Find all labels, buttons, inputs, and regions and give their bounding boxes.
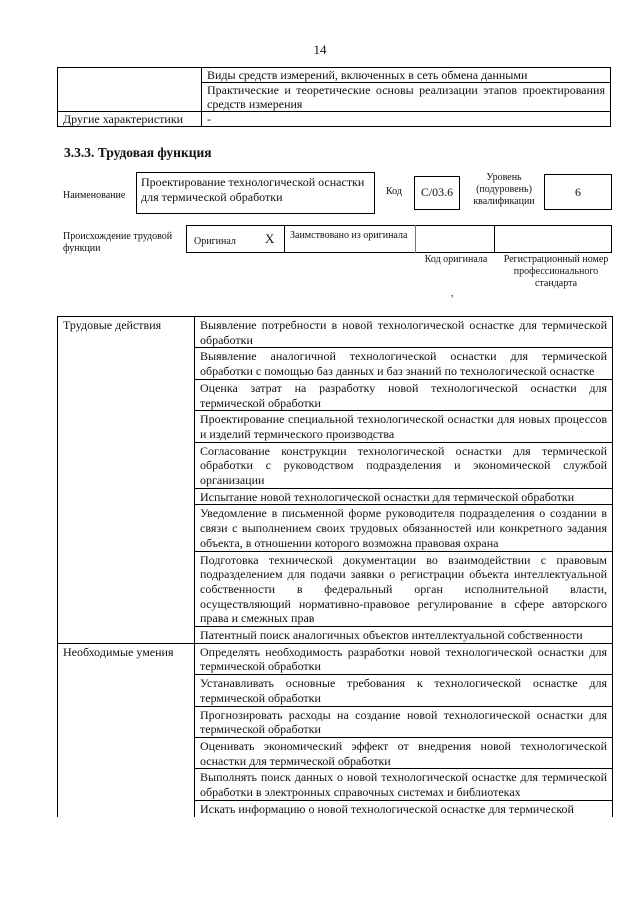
list-item: Оценивать экономический эффект от внедрения новой технологической оснастки для термической обработки	[195, 737, 613, 768]
list-item: Уведомление в письменной форме руководителя подразделения о создании в связи с выполнением своих трудовых обязанностей или конкретного задания объекта, в отношении которого возможна правовая охрана	[195, 505, 613, 551]
function-name-value: Проектирование технологической оснастки для термической обработки	[141, 175, 365, 204]
origin-label: Происхождение трудовой функции	[63, 231, 173, 254]
list-item: Устанавливать основные требования к технологической оснастке для термической обработки	[195, 675, 613, 706]
category-required-skills: Необходимые умения	[58, 643, 195, 816]
function-name-box	[136, 172, 375, 214]
name-label: Наименование	[63, 190, 126, 201]
original-mark: X	[265, 231, 275, 246]
borrowed-label: Заимствовано из оригинала	[290, 230, 408, 241]
code-original-caption: Код оригинала	[424, 254, 488, 265]
table-row	[58, 112, 611, 127]
level-box	[544, 174, 612, 210]
stray-mark: ,	[451, 288, 454, 299]
reg-number-cell	[494, 225, 612, 253]
list-item: Патентный поиск аналогичных объектов интеллектуальной собственности	[195, 627, 613, 644]
list-item: Прогнозировать расходы на создание новой технологической оснастки для термической обработки	[195, 706, 613, 737]
table-row	[58, 68, 611, 83]
original-label: Оригинал	[194, 236, 236, 247]
list-item: Выявление потребности в новой технологической оснастке для термической обработки	[195, 317, 613, 348]
code-value: C/03.6	[420, 185, 454, 199]
category-labor-actions: Трудовые действия	[58, 317, 195, 644]
list-item: Согласование конструкции технологической оснастки для термической обработки с руководством подразделения и экономической службой организации	[195, 442, 613, 488]
continuation-table	[57, 67, 611, 127]
list-item: Оценка затрат на разработку новой технологической оснастки для термической обработки	[195, 379, 613, 410]
page-number: 14	[313, 42, 327, 57]
list-item: Подготовка технической документации во взаимодействии с правовым подразделением для подачи заявки о регистрации объекта интеллектуальной собственности в федеральный орган исполнительной власти, осуществляющий нормативно-правовое регулирование в сфере авторского права и смежных прав	[195, 551, 613, 627]
section-title: 3.3.3. Трудовая функция	[64, 145, 212, 160]
list-item: Искать информацию о новой технологической оснастке для термической	[195, 800, 613, 816]
list-item: Определять необходимость разработки новой технологической оснастки для термической обработки	[195, 643, 613, 674]
list-item: Проектирование специальной технологической оснастки для новых процессов и изделий термического производства	[195, 411, 613, 442]
code-label: Код	[386, 186, 402, 197]
list-item: Испытание новой технологической оснастки для термической обработки	[195, 488, 613, 505]
level-value: 6	[575, 185, 581, 199]
other-characteristics-label: Другие характеристики	[58, 112, 202, 127]
reg-number-caption: Регистрационный номер профессионального стандарта	[503, 254, 609, 289]
table-row	[58, 643, 613, 674]
origin-divider	[415, 225, 416, 253]
other-characteristics-value: -	[202, 112, 611, 127]
code-box	[414, 176, 460, 210]
table-row	[58, 317, 613, 348]
list-item: Выполнять поиск данных о новой технологической оснастке для термической обработки в электронных справочных системах и библиотеках	[195, 769, 613, 800]
table-cell-empty	[58, 68, 202, 112]
table-cell: Практические и теоретические основы реализации этапов проектирования средств измерения	[202, 83, 611, 112]
table-cell: Виды средств измерений, включенных в сеть обмена данными	[202, 68, 611, 83]
level-label: Уровень (подуровень) квалификации	[473, 172, 535, 207]
list-item: Выявление аналогичной технологической оснастки для термической обработки с помощью баз данных и баз знаний по технологической оснастке	[195, 348, 613, 379]
labor-function-table	[57, 316, 613, 817]
